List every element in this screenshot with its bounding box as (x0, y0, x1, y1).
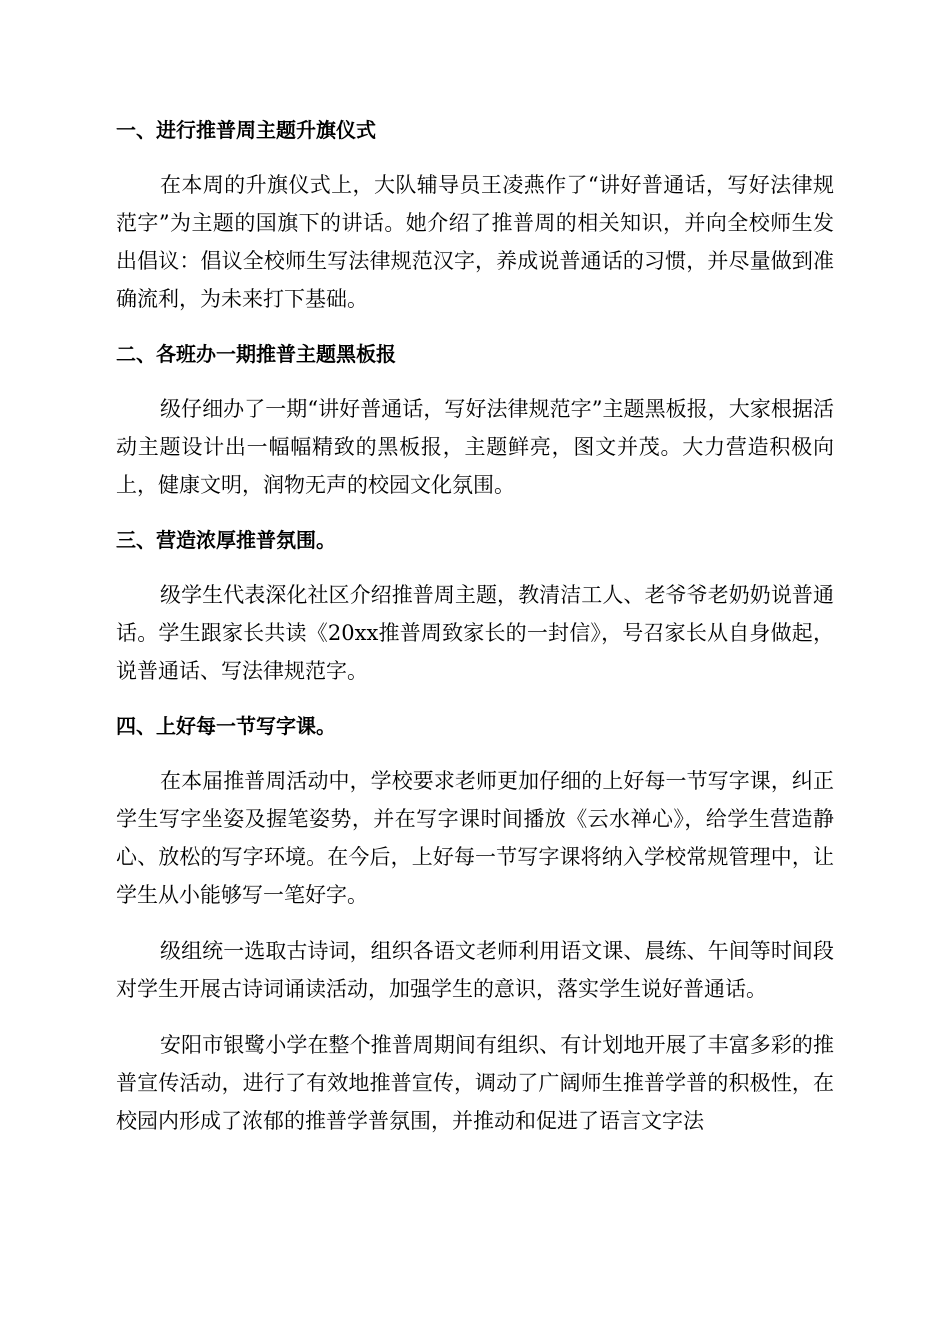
paragraph: 级学生代表深化社区介绍推普周主题，教清洁工人、老爷爷老奶奶说普通话。学生跟家长共读《20xx推普周致家长的一封信》，号召家长从自身做起，说普通话、写法律规范字。 (116, 583, 834, 683)
section-heading: 一、进行推普周主题升旗仪式 (116, 118, 376, 142)
paragraph: 级仔细办了一期“讲好普通话，写好法律规范字”主题黑板报，大家根据活动主题设计出一幅幅精致的黑板报，主题鲜亮，图文并茂。大力营造积极向上，健康文明，润物无声的校园文化氛围。 (116, 397, 834, 497)
section-heading: 二、各班办一期推普主题黑板报 (116, 342, 396, 366)
section-heading: 三、营造浓厚推普氛围。 (116, 528, 336, 552)
paragraph: 在本周的升旗仪式上，大队辅导员王凌燕作了“讲好普通话，写好法律规范字”为主题的国旗下的讲话。她介绍了推普周的相关知识，并向全校师生发出倡议：倡议全校师生写法律规范汉字，养成说普通话的习惯，并尽量做到准确流利，为未来打下基础。 (116, 173, 834, 311)
section-heading: 四、上好每一节写字课。 (116, 714, 336, 738)
paragraph: 级组统一选取古诗词，组织各语文老师利用语文课、晨练、午间等时间段对学生开展古诗词诵读活动，加强学生的意识，落实学生说好普通话。 (116, 939, 834, 1001)
paragraph: 在本届推普周活动中，学校要求老师更加仔细的上好每一节写字课，纠正学生写字坐姿及握笔姿势，并在写字课时间播放《云水禅心》，给学生营造静心、放松的写字环境。在今后，上好每一节写字课将纳入学校常规管理中，让学生从小能够写一笔好字。 (116, 769, 834, 907)
paragraph: 安阳市银鹭小学在整个推普周期间有组织、有计划地开展了丰富多彩的推普宣传活动，进行了有效地推普宣传，调动了广阔师生推普学普的积极性，在校园内形成了浓郁的推普学普氛围，并推动和促进了语言文字法 (116, 1033, 834, 1133)
